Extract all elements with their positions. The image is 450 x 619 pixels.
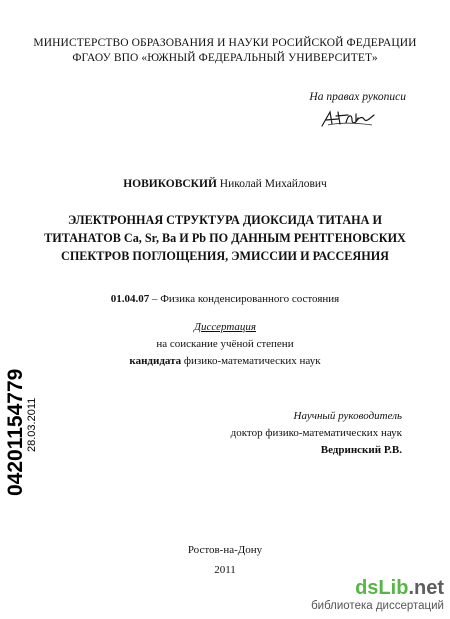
author-name: [0, 178, 450, 190]
title-line: СПЕКТРОВ ПОГЛОЩЕНИЯ, ЭМИССИИ И РАССЕЯНИЯ: [61, 249, 389, 263]
supervisor-degree: доктор физико-математических наук: [230, 427, 402, 439]
author-given-names: Николай Михайлович: [219, 178, 327, 190]
author-surname: НОВИКОВСКИЙ: [123, 178, 217, 190]
title-line: ТИТАНАТОВ Ca, Sr, Ba И Pb ПО ДАННЫМ РЕНТГЕНОВСКИХ: [44, 231, 406, 245]
document-type: Диссертация: [193, 321, 257, 333]
dslib-watermark[interactable]: [311, 578, 444, 613]
barcode-number: 04201154779: [4, 368, 27, 496]
degree-line: [0, 353, 450, 370]
specialty: [0, 293, 450, 305]
dslib-logo: [311, 578, 444, 598]
handwritten-signature: [318, 106, 378, 132]
logo-main: dsLib: [355, 577, 409, 599]
specialty-name: – Физика конденсированного состояния: [151, 293, 340, 305]
year: 2011: [214, 564, 236, 576]
title-line: ЭЛЕКТРОННАЯ СТРУКТУРА ДИОКСИДА ТИТАНА И: [68, 213, 382, 227]
university-line: ФГАОУ ВПО «ЮЖНЫЙ ФЕДЕРАЛЬНЫЙ УНИВЕРСИТЕТ»: [72, 52, 378, 64]
ministry-line: МИНИСТЕРСТВО ОБРАЗОВАНИЯ И НАУКИ РОСИЙСКОЙ ФЕДЕРАЦИИ: [33, 37, 417, 49]
place-and-year: [0, 540, 450, 580]
supervisor-name: Ведринский Р.В.: [320, 444, 402, 456]
degree-field: физико-математических наук: [183, 355, 321, 367]
dissertation-info: [0, 319, 450, 370]
dissertation-title: [40, 211, 410, 265]
manuscript-note: На правах рукописи: [309, 91, 406, 103]
degree-level: кандидата: [129, 355, 182, 367]
logo-tld: .net: [408, 577, 444, 599]
barcode-date: 28.03.2011: [26, 397, 38, 452]
supervisor-label: Научный руководитель: [293, 410, 402, 422]
degree-purpose: на соискание учёной степени: [156, 338, 294, 350]
watermark-subtitle: библиотека диссертаций: [311, 600, 444, 612]
specialty-code: 01.04.07: [110, 293, 150, 305]
ministry-header: [0, 36, 450, 66]
supervisor-block: [231, 408, 402, 459]
city: Ростов-на-Дону: [187, 544, 263, 556]
